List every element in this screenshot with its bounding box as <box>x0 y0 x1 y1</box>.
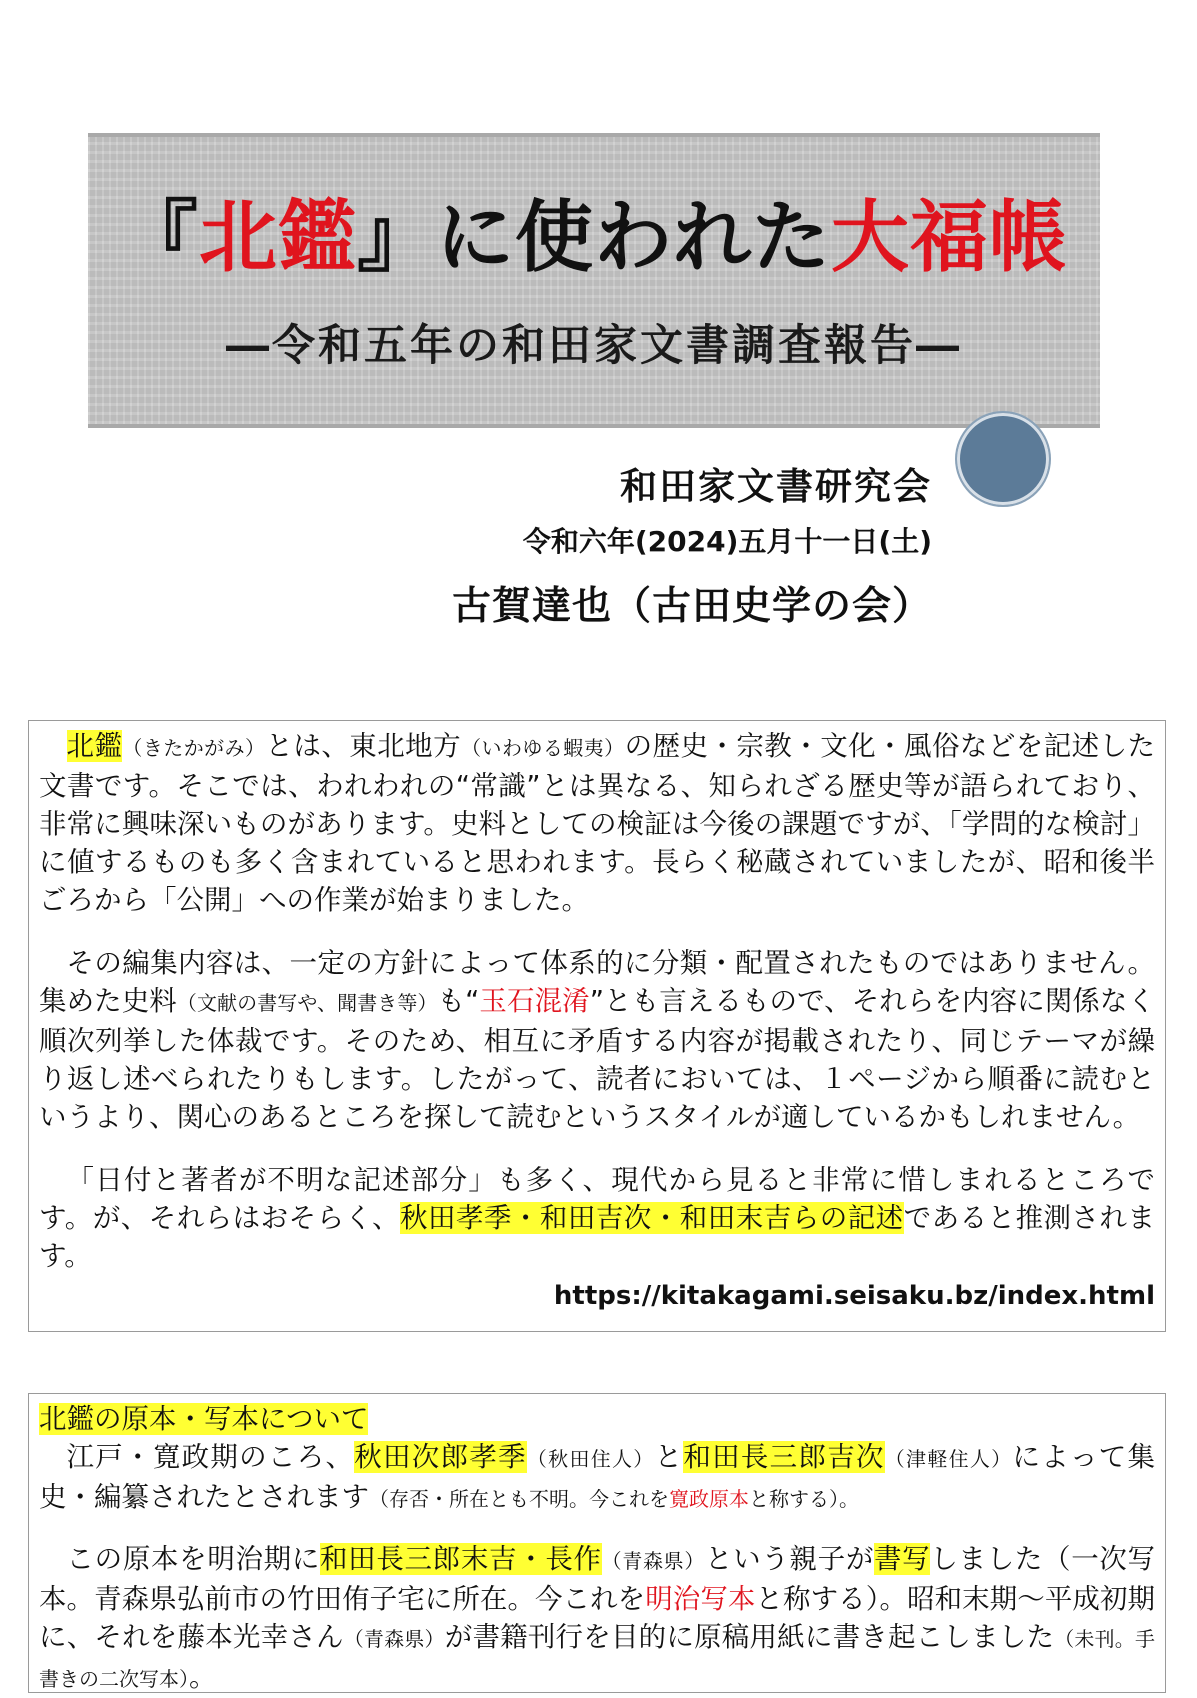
title-highlight-kitakagami: 北鑑 <box>198 193 357 283</box>
title-banner <box>88 133 1100 428</box>
source-url-link[interactable]: https://kitakagami.seisaku.bz/index.html <box>553 1281 1155 1311</box>
manuscripts-paragraph-1: 江戸・寛政期のころ、秋田次郎孝季（秋田住人）と和田長三郎吉次（津軽住人）によって集史・編纂されたとされます（存否・所在とも不明。今これを寛政原本と称する）。 <box>39 1441 1156 1513</box>
intro-paragraph-3: 「日付と著者が不明な記述部分」も多く、現代から見ると非常に惜しまれるところです。が、それらはおそらく、秋田孝季・和田吉次・和田末吉らの記述であると推測されます。 <box>39 1164 1156 1272</box>
subtitle: ―令和五年の和田家文書調査報告― <box>226 321 962 371</box>
blue-circle-seal-icon <box>957 413 1049 505</box>
intro-paragraph-1: 北鑑（きたかがみ）とは、東北地方（いわゆる蝦夷）の歴史・宗教・文化・風俗などを記述した文書です。そこでは、われわれの“常識”とは異なる、知られざる歴史等が語られており、非常に興味深いものがあります。史料としての検証は今後の課題ですが、「学問的な検討」に値するものも多く含まれていると思われます。長らく秘蔵されていましたが、昭和後半ごろから「公開」への作業が始まりました。 <box>39 730 1156 916</box>
highlight-authors: 秋田孝季・和田吉次・和田末吉らの記述 <box>400 1202 904 1234</box>
intro-paragraph-2: その編集内容は、一定の方針によって体系的に分類・配置されたものではありません。集めた史料（文献の書写や、聞書き等）も“玉石混淆”とも言えるもので、それらを内容に関係なく順次列挙した体裁です。そのため、相互に矛盾する内容が掲載されたり、同じテーマが繰り返し述べられたりもします。したがって、読者においては、１ページから順番に読むというより、関心のあるところを探して読むというスタイルが適しているかもしれません。 <box>39 947 1155 1133</box>
manuscripts-text-box <box>28 1393 1166 1693</box>
manuscripts-paragraph-2: この原本を明治期に和田長三郎末吉・長作（青森県）という親子が書写しました（一次写本。青森県弘前市の竹田侑子宅に所在。今これを明治写本と称する）。昭和末期～平成初期に、それを藤本光幸さん（青森県）が書籍刊行を目的に原稿用紙に書き起こしました（未刊。手書きの二次写本）。 <box>39 1543 1156 1693</box>
presentation-date: 令和六年(2024)五月十一日(土) <box>522 525 932 558</box>
main-title <box>88 193 1100 283</box>
author-name: 古賀達也（古田史学の会） <box>451 584 932 629</box>
highlight-kitakagami: 北鑑 <box>66 730 123 762</box>
title-highlight-daifukucho: 大福帳 <box>831 193 1069 283</box>
red-term-gyokuseki: 玉石混淆 <box>479 985 590 1017</box>
title-middle: 』に使われた <box>357 193 832 283</box>
intro-text-box <box>28 720 1166 1332</box>
title-open-bracket: 『 <box>119 193 199 283</box>
organization-name: 和田家文書研究会 <box>620 465 932 508</box>
section-title: 北鑑の原本・写本について <box>39 1403 369 1435</box>
